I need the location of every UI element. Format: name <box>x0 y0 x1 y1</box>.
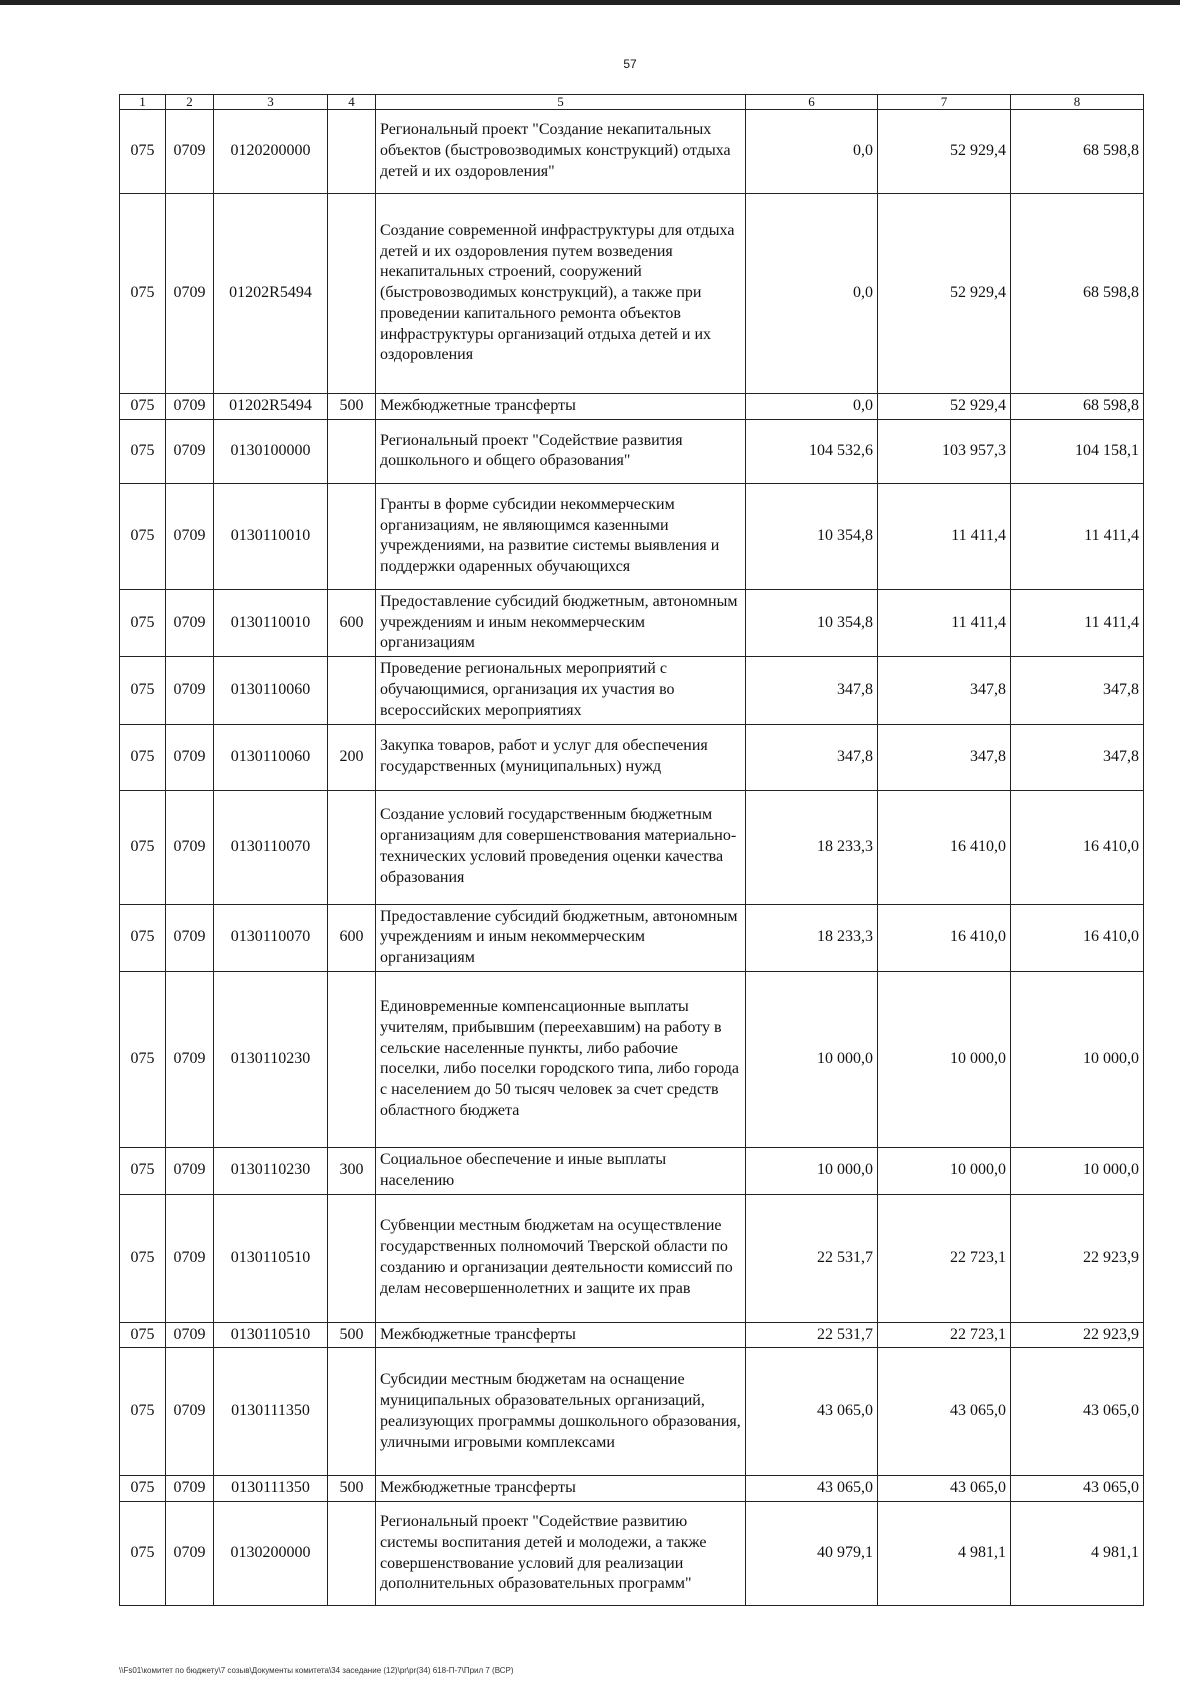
row-expense-type: 600 <box>328 904 376 971</box>
row-description: Создание современной инфраструктуры для отдыха детей и их оздоровления путем возведения некапитальных строений, сооружений (быстровозводимых конструкций), а также при проведении капитального ремонта объектов инфраструктуры организаций отдыха детей и их оздоровления <box>376 194 746 394</box>
row-target-article: 0130110060 <box>214 657 328 724</box>
table-row <box>120 724 1144 790</box>
row-expense-type <box>328 419 376 483</box>
row-chapter-code: 075 <box>120 790 166 904</box>
row-section-code: 0709 <box>166 1147 214 1194</box>
row-amount-col7: 52 929,4 <box>878 110 1011 194</box>
row-amount-col8: 43 065,0 <box>1011 1348 1144 1476</box>
row-target-article: 0130110010 <box>214 589 328 656</box>
col-header: 3 <box>214 95 328 110</box>
row-amount-col6: 40 979,1 <box>746 1502 878 1606</box>
row-amount-col7: 11 411,4 <box>878 483 1011 589</box>
table-row <box>120 1476 1144 1502</box>
row-description: Региональный проект "Содействие развития дошкольного и общего образования" <box>376 419 746 483</box>
row-amount-col8: 43 065,0 <box>1011 1476 1144 1502</box>
table-row <box>120 1502 1144 1606</box>
table-row <box>120 790 1144 904</box>
row-section-code: 0709 <box>166 394 214 420</box>
row-amount-col7: 16 410,0 <box>878 790 1011 904</box>
row-chapter-code: 075 <box>120 971 166 1147</box>
row-amount-col6: 347,8 <box>746 724 878 790</box>
header-row <box>120 95 1144 110</box>
row-amount-col7: 16 410,0 <box>878 904 1011 971</box>
row-section-code: 0709 <box>166 904 214 971</box>
row-section-code: 0709 <box>166 1322 214 1348</box>
table-row <box>120 971 1144 1147</box>
row-amount-col6: 347,8 <box>746 657 878 724</box>
row-description: Субсидии местным бюджетам на оснащение муниципальных образовательных организаций, реализующих программы дошкольного образования, уличными игровыми комплексами <box>376 1348 746 1476</box>
row-description: Единовременные компенсационные выплаты учителям, прибывшим (переехавшим) на работу в сельские населенные пункты, либо рабочие поселки, либо поселки городского типа, либо города с населением до 50 тысяч человек за счет средств областного бюджета <box>376 971 746 1147</box>
col-header: 7 <box>878 95 1011 110</box>
row-target-article: 0130100000 <box>214 419 328 483</box>
col-header: 6 <box>746 95 878 110</box>
row-description: Предоставление субсидий бюджетным, автономным учреждениям и иным некоммерческим организациям <box>376 904 746 971</box>
row-description: Предоставление субсидий бюджетным, автономным учреждениям и иным некоммерческим организациям <box>376 589 746 656</box>
row-expense-type: 300 <box>328 1147 376 1194</box>
row-chapter-code: 075 <box>120 724 166 790</box>
row-description: Межбюджетные трансферты <box>376 1476 746 1502</box>
row-amount-col6: 10 000,0 <box>746 971 878 1147</box>
row-chapter-code: 075 <box>120 1147 166 1194</box>
col-header: 1 <box>120 95 166 110</box>
row-amount-col8: 68 598,8 <box>1011 394 1144 420</box>
row-description: Региональный проект "Содействие развитию системы воспитания детей и молодежи, а также совершенствование условий для реализации дополнительных образовательных программ" <box>376 1502 746 1606</box>
row-expense-type <box>328 194 376 394</box>
row-section-code: 0709 <box>166 790 214 904</box>
row-section-code: 0709 <box>166 1348 214 1476</box>
row-target-article: 0130110230 <box>214 1147 328 1194</box>
row-amount-col6: 0,0 <box>746 394 878 420</box>
row-section-code: 0709 <box>166 1476 214 1502</box>
row-amount-col8: 68 598,8 <box>1011 110 1144 194</box>
row-chapter-code: 075 <box>120 1194 166 1322</box>
row-chapter-code: 075 <box>120 1502 166 1606</box>
row-amount-col8: 68 598,8 <box>1011 194 1144 394</box>
row-amount-col8: 16 410,0 <box>1011 904 1144 971</box>
row-section-code: 0709 <box>166 194 214 394</box>
table-row <box>120 1147 1144 1194</box>
row-amount-col7: 22 723,1 <box>878 1194 1011 1322</box>
row-expense-type <box>328 1348 376 1476</box>
row-amount-col6: 18 233,3 <box>746 790 878 904</box>
row-amount-col7: 22 723,1 <box>878 1322 1011 1348</box>
row-amount-col6: 18 233,3 <box>746 904 878 971</box>
table-row <box>120 904 1144 971</box>
table-row <box>120 1194 1144 1322</box>
row-target-article: 0130110510 <box>214 1194 328 1322</box>
col-header: 4 <box>328 95 376 110</box>
row-amount-col6: 0,0 <box>746 110 878 194</box>
row-expense-type: 500 <box>328 394 376 420</box>
row-section-code: 0709 <box>166 1194 214 1322</box>
row-description: Создание условий государственным бюджетным организациям для совершенствования материально-технических условий проведения оценки качества образования <box>376 790 746 904</box>
row-description: Закупка товаров, работ и услуг для обеспечения государственных (муниципальных) нужд <box>376 724 746 790</box>
row-chapter-code: 075 <box>120 904 166 971</box>
row-amount-col8: 10 000,0 <box>1011 971 1144 1147</box>
row-target-article: 01202R5494 <box>214 394 328 420</box>
row-chapter-code: 075 <box>120 1348 166 1476</box>
row-amount-col6: 22 531,7 <box>746 1322 878 1348</box>
row-amount-col7: 10 000,0 <box>878 971 1011 1147</box>
row-chapter-code: 075 <box>120 110 166 194</box>
row-amount-col7: 4 981,1 <box>878 1502 1011 1606</box>
row-target-article: 0130110230 <box>214 971 328 1147</box>
row-expense-type: 500 <box>328 1322 376 1348</box>
row-amount-col8: 16 410,0 <box>1011 790 1144 904</box>
row-amount-col8: 347,8 <box>1011 724 1144 790</box>
row-section-code: 0709 <box>166 589 214 656</box>
table-row <box>120 589 1144 656</box>
footer-file-path: \\Fs01\комитет по бюджету\7 созыв\Документы комитета\34 заседание (12)\pr\pr(34) 618-П-7\Прил 7 (ВСР) <box>119 1666 514 1675</box>
row-target-article: 0130111350 <box>214 1348 328 1476</box>
row-expense-type <box>328 1194 376 1322</box>
row-chapter-code: 075 <box>120 589 166 656</box>
row-description: Межбюджетные трансферты <box>376 394 746 420</box>
row-amount-col7: 11 411,4 <box>878 589 1011 656</box>
row-expense-type <box>328 790 376 904</box>
row-section-code: 0709 <box>166 971 214 1147</box>
row-expense-type: 600 <box>328 589 376 656</box>
row-expense-type <box>328 110 376 194</box>
table-row <box>120 1348 1144 1476</box>
row-description: Проведение региональных мероприятий с обучающимися, организация их участия во всероссийских мероприятиях <box>376 657 746 724</box>
row-target-article: 0130200000 <box>214 1502 328 1606</box>
row-amount-col8: 347,8 <box>1011 657 1144 724</box>
row-description: Региональный проект "Создание некапитальных объектов (быстровозводимых конструкций) отдыха детей и их оздоровления" <box>376 110 746 194</box>
row-chapter-code: 075 <box>120 483 166 589</box>
table-row <box>120 657 1144 724</box>
row-chapter-code: 075 <box>120 394 166 420</box>
row-target-article: 0130110010 <box>214 483 328 589</box>
row-chapter-code: 075 <box>120 1476 166 1502</box>
row-section-code: 0709 <box>166 110 214 194</box>
row-amount-col8: 10 000,0 <box>1011 1147 1144 1194</box>
table-row <box>120 394 1144 420</box>
row-target-article: 0130111350 <box>214 1476 328 1502</box>
row-expense-type <box>328 1502 376 1606</box>
col-header: 2 <box>166 95 214 110</box>
row-expense-type <box>328 971 376 1147</box>
row-amount-col6: 0,0 <box>746 194 878 394</box>
row-amount-col8: 22 923,9 <box>1011 1322 1144 1348</box>
scan-top-edge <box>0 0 1180 5</box>
row-expense-type: 500 <box>328 1476 376 1502</box>
table-row <box>120 194 1144 394</box>
row-target-article: 01202R5494 <box>214 194 328 394</box>
row-target-article: 0130110510 <box>214 1322 328 1348</box>
row-amount-col6: 22 531,7 <box>746 1194 878 1322</box>
row-description: Социальное обеспечение и иные выплаты населению <box>376 1147 746 1194</box>
row-amount-col8: 11 411,4 <box>1011 589 1144 656</box>
row-amount-col7: 52 929,4 <box>878 194 1011 394</box>
table-row <box>120 419 1144 483</box>
row-amount-col7: 103 957,3 <box>878 419 1011 483</box>
row-section-code: 0709 <box>166 1502 214 1606</box>
row-target-article: 0120200000 <box>214 110 328 194</box>
row-amount-col6: 43 065,0 <box>746 1476 878 1502</box>
row-chapter-code: 075 <box>120 1322 166 1348</box>
row-amount-col8: 11 411,4 <box>1011 483 1144 589</box>
row-description: Межбюджетные трансферты <box>376 1322 746 1348</box>
row-section-code: 0709 <box>166 724 214 790</box>
row-amount-col7: 43 065,0 <box>878 1348 1011 1476</box>
page-number: 57 <box>623 57 637 71</box>
table-row <box>120 1322 1144 1348</box>
row-expense-type <box>328 483 376 589</box>
row-amount-col7: 10 000,0 <box>878 1147 1011 1194</box>
row-amount-col8: 4 981,1 <box>1011 1502 1144 1606</box>
col-header: 5 <box>376 95 746 110</box>
col-header: 8 <box>1011 95 1144 110</box>
row-expense-type <box>328 657 376 724</box>
row-amount-col7: 43 065,0 <box>878 1476 1011 1502</box>
row-section-code: 0709 <box>166 657 214 724</box>
row-target-article: 0130110060 <box>214 724 328 790</box>
row-target-article: 0130110070 <box>214 904 328 971</box>
row-chapter-code: 075 <box>120 657 166 724</box>
table-row <box>120 483 1144 589</box>
row-amount-col8: 104 158,1 <box>1011 419 1144 483</box>
row-description: Субвенции местным бюджетам на осуществление государственных полномочий Тверской области по созданию и организации деятельности комиссий по делам несовершеннолетних и защите их прав <box>376 1194 746 1322</box>
row-expense-type: 200 <box>328 724 376 790</box>
row-amount-col6: 104 532,6 <box>746 419 878 483</box>
row-amount-col7: 52 929,4 <box>878 394 1011 420</box>
table-row <box>120 110 1144 194</box>
row-section-code: 0709 <box>166 483 214 589</box>
row-description: Гранты в форме субсидии некоммерческим организациям, не являющимся казенными учреждениями, на развитие системы выявления и поддержки одаренных обучающихся <box>376 483 746 589</box>
row-amount-col7: 347,8 <box>878 657 1011 724</box>
row-amount-col6: 10 354,8 <box>746 589 878 656</box>
row-amount-col6: 10 354,8 <box>746 483 878 589</box>
row-amount-col7: 347,8 <box>878 724 1011 790</box>
row-amount-col6: 43 065,0 <box>746 1348 878 1476</box>
row-amount-col6: 10 000,0 <box>746 1147 878 1194</box>
row-target-article: 0130110070 <box>214 790 328 904</box>
row-chapter-code: 075 <box>120 194 166 394</box>
row-chapter-code: 075 <box>120 419 166 483</box>
budget-table <box>119 94 1144 1606</box>
row-amount-col8: 22 923,9 <box>1011 1194 1144 1322</box>
row-section-code: 0709 <box>166 419 214 483</box>
